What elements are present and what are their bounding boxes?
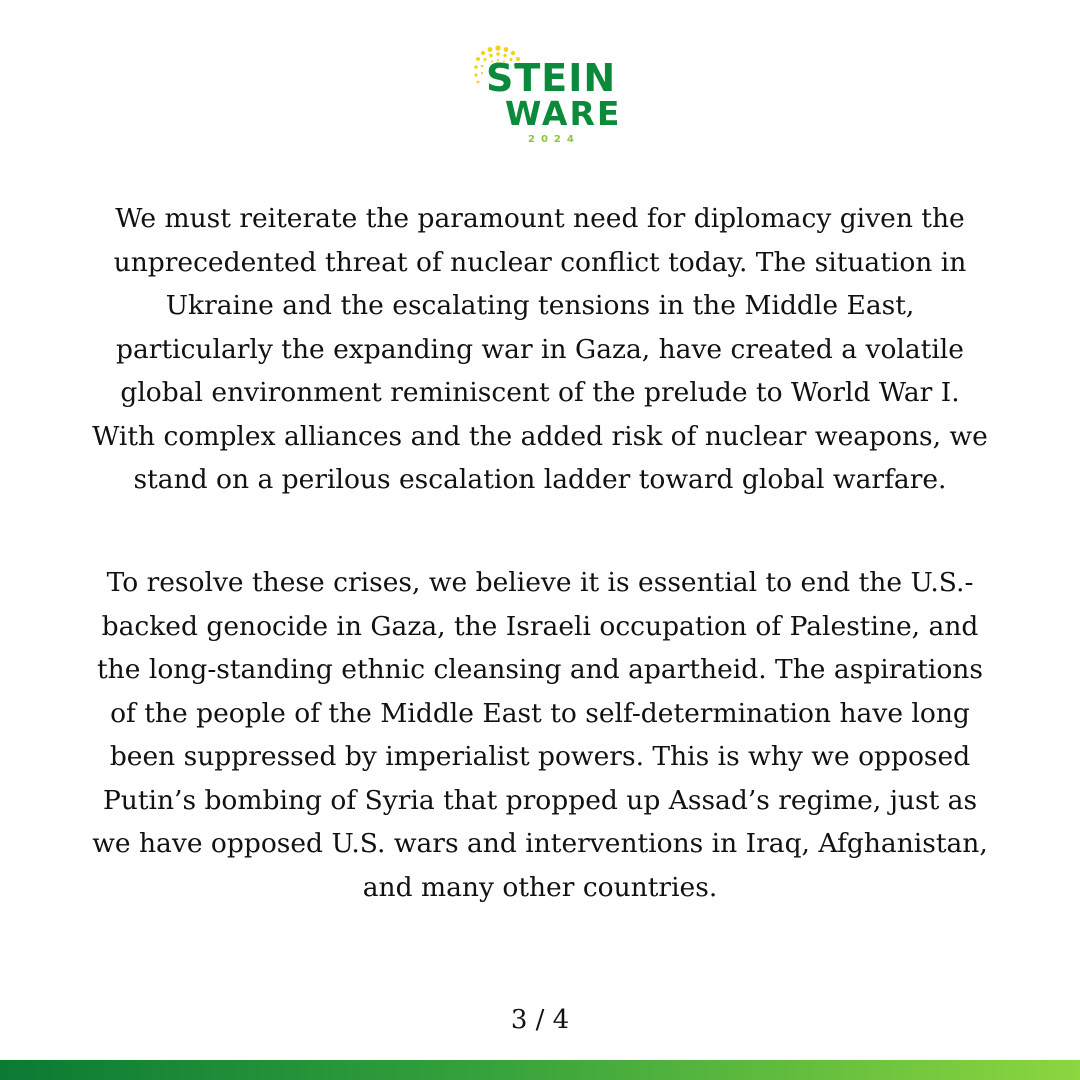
logo-text-ware: WARE: [505, 94, 622, 133]
logo-year: 2024: [528, 134, 580, 145]
body-paragraph-resolution: To resolve these crises, we believe it is essential to end the U.S.-backed genocide in Gaza, the Israeli occupation of Palestine, and the long-standing ethnic cleansing and apartheid. The aspirations of the people of the Middle East to self-determination have long been suppressed by imperialist powers. This is why we opposed Putin’s bombing of Syria that propped up Assad’s regime, just as we have opposed U.S. wars and interventions in Iraq, Afghanistan, and many other countries.: [92, 567, 988, 903]
bottom-gradient-bar: [0, 1060, 1080, 1080]
logo-text-stein: STEIN: [486, 56, 617, 100]
stein-ware-logo: [0, 40, 1080, 150]
body-paragraph-diplomacy: We must reiterate the paramount need for diplomacy given the unprecedented threat of nuclear conflict today. The situation in Ukraine and the escalating tensions in the Middle East, particularly the expanding war in Gaza, have created a volatile global environment reminiscent of the prelude to World War I. With complex alliances and the added risk of nuclear weapons, we stand on a perilous escalation ladder toward global warfare.: [92, 203, 988, 495]
page-indicator: 3 / 4: [510, 1005, 570, 1035]
